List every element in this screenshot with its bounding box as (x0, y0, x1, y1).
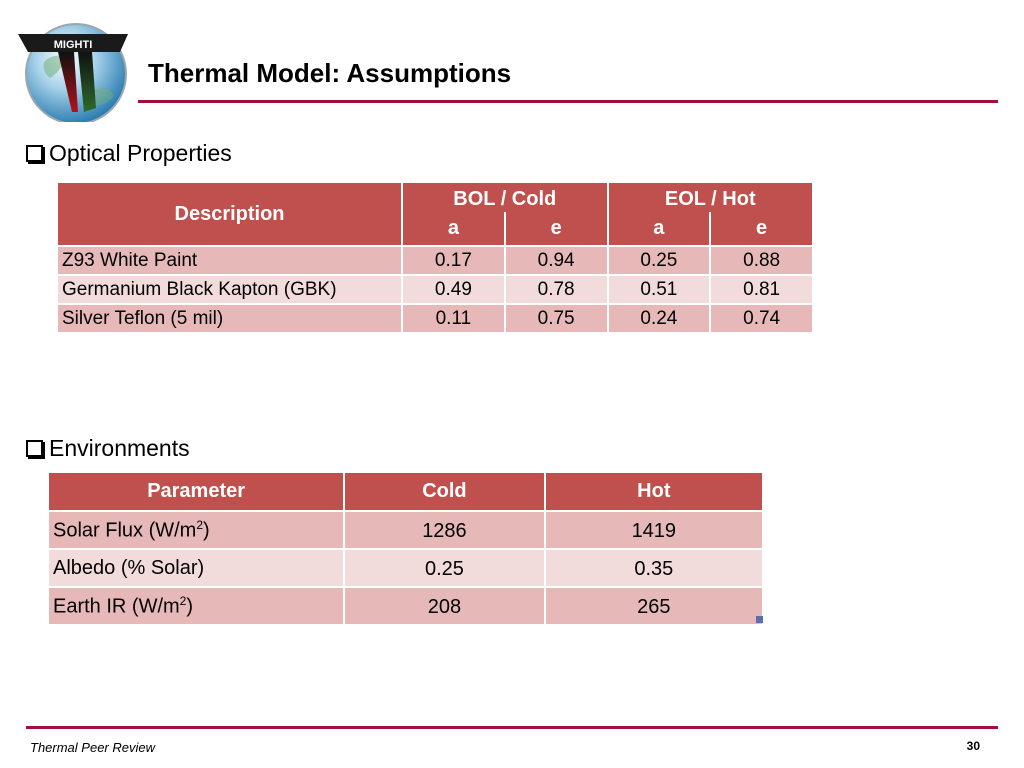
env-header-row (48, 472, 763, 511)
parameter-superscript: 2 (196, 517, 204, 532)
cold-value: 208 (344, 587, 544, 625)
optical-properties-table (56, 181, 814, 334)
parameter-cell (48, 549, 344, 587)
parameter-name: Albedo (% Solar) (53, 556, 205, 579)
logo-text: MIGHTI (53, 39, 93, 51)
checkbox-bullet-icon (26, 440, 43, 457)
header-description: Description (57, 182, 402, 246)
footer-divider (26, 726, 998, 729)
value-cell: 0.51 (608, 275, 711, 304)
row-description: Z93 White Paint (57, 246, 402, 275)
table-resize-handle-icon (756, 616, 763, 623)
parameter-suffix: ) (203, 519, 210, 542)
value-cell: 0.75 (505, 304, 608, 333)
section-environments-label: Environments (49, 435, 190, 461)
table-row (48, 587, 763, 625)
slide-title: Thermal Model: Assumptions (148, 58, 512, 88)
footer-label: Thermal Peer Review (30, 740, 155, 755)
header-bol-cold: BOL / Cold (402, 182, 607, 212)
value-cell: 0.24 (608, 304, 711, 333)
checkbox-bullet-icon (26, 145, 43, 162)
subheader-emittance: e (710, 212, 813, 246)
section-optical-label: Optical Properties (49, 140, 232, 166)
title-divider (138, 100, 998, 103)
section-environments (26, 435, 190, 462)
value-cell: 0.88 (710, 246, 813, 275)
value-cell: 0.94 (505, 246, 608, 275)
page-number: 30 (966, 739, 980, 753)
mighti-logo (16, 12, 132, 122)
section-optical (26, 140, 232, 167)
row-description: Silver Teflon (5 mil) (57, 304, 402, 333)
parameter-name: Earth IR (W/m (53, 595, 180, 618)
table-row (57, 275, 813, 304)
subheader-absorptance: a (608, 212, 711, 246)
value-cell: 0.25 (608, 246, 711, 275)
subheader-emittance: e (505, 212, 608, 246)
header-eol-hot: EOL / Hot (608, 182, 814, 212)
hot-value: 265 (545, 587, 763, 625)
value-cell: 0.78 (505, 275, 608, 304)
hot-value: 0.35 (545, 549, 763, 587)
hot-value: 1419 (545, 511, 763, 549)
parameter-name: Solar Flux (W/m (53, 519, 197, 542)
environments-table (47, 471, 764, 626)
row-description: Germanium Black Kapton (GBK) (57, 275, 402, 304)
value-cell: 0.49 (402, 275, 505, 304)
header-hot: Hot (545, 472, 763, 511)
value-cell: 0.81 (710, 275, 813, 304)
subheader-absorptance: a (402, 212, 505, 246)
cold-value: 1286 (344, 511, 544, 549)
table-row (57, 304, 813, 333)
parameter-cell (48, 511, 344, 549)
value-cell: 0.11 (402, 304, 505, 333)
header-cold: Cold (344, 472, 544, 511)
value-cell: 0.74 (710, 304, 813, 333)
parameter-superscript: 2 (179, 593, 187, 608)
header-parameter: Parameter (48, 472, 344, 511)
table-row (57, 246, 813, 275)
cold-value: 0.25 (344, 549, 544, 587)
optical-header-row (57, 182, 813, 212)
parameter-suffix: ) (186, 595, 194, 618)
parameter-cell (48, 587, 344, 625)
table-row (48, 511, 763, 549)
value-cell: 0.17 (402, 246, 505, 275)
table-row (48, 549, 763, 587)
